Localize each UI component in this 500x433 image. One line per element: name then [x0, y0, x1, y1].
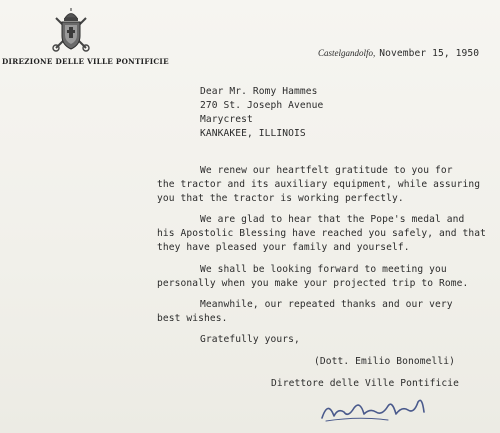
letterhead-org-name: DIREZIONE DELLE VILLE PONTIFICIE — [2, 57, 169, 66]
dateline — [318, 43, 479, 61]
address-line: 270 St. Joseph Avenue — [200, 100, 324, 111]
body-line: We shall be looking forward to meeting you — [200, 264, 447, 275]
body-line: they have pleased your family and yourself. — [157, 242, 410, 253]
body-line: the tractor and its auxiliary equipment, while assuring — [157, 179, 481, 190]
body-line: best wishes. — [157, 313, 228, 324]
papal-crest-icon — [52, 8, 90, 52]
dateline-place: Castelgandolfo, — [318, 48, 376, 58]
signatory-title: Direttore delle Ville Pontificie — [271, 378, 460, 389]
body-line: his Apostolic Blessing have reached you safely, and that — [157, 228, 487, 239]
handwritten-signature — [318, 388, 438, 428]
dateline-date: November 15, 1950 — [379, 48, 480, 59]
closing: Gratefully yours, — [200, 334, 300, 345]
body-line: you that the tractor is working perfectly. — [157, 193, 404, 204]
body-line: We renew our heartfelt gratitude to you for — [200, 165, 453, 176]
address-line: KANKAKEE, ILLINOIS — [200, 128, 306, 139]
body-line: We are glad to hear that the Pope's medal and — [200, 214, 465, 225]
body-line: personally when you make your projected trip to Rome. — [157, 278, 469, 289]
signatory-name: (Dott. Emilio Bonomelli) — [314, 356, 456, 367]
address-line: Dear Mr. Romy Hammes — [200, 86, 318, 97]
address-line: Marycrest — [200, 114, 253, 125]
body-line: Meanwhile, our repeated thanks and our very — [200, 299, 453, 310]
